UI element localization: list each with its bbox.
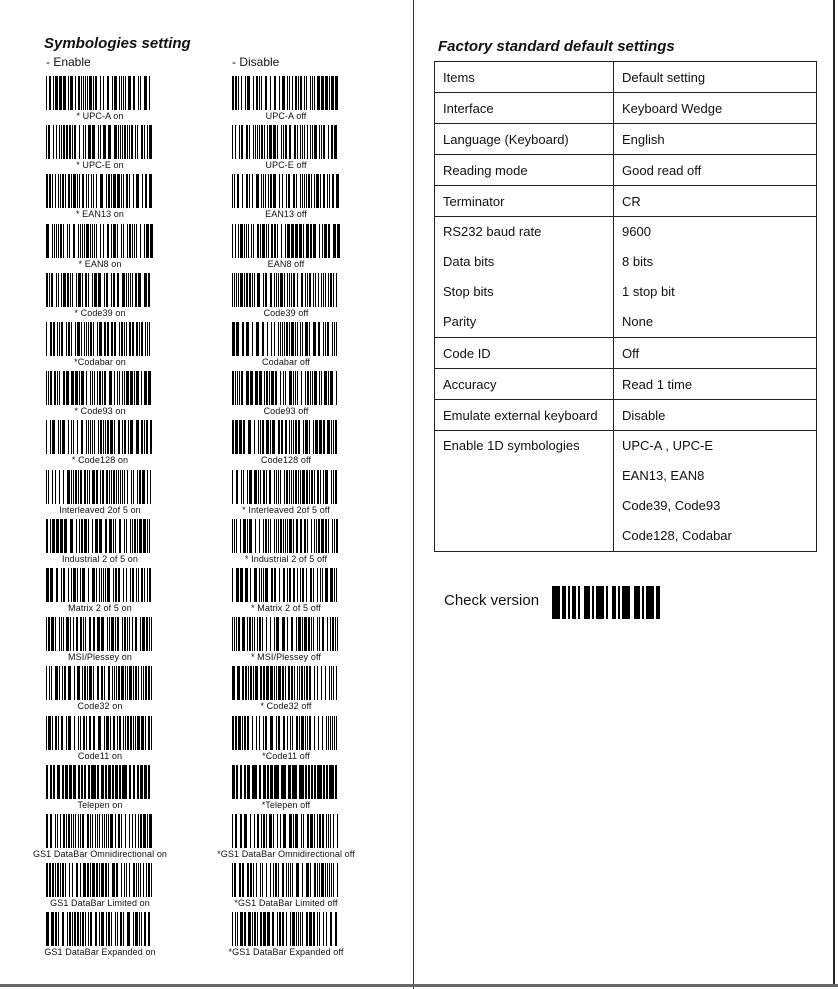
enable-barcode-item — [10, 371, 190, 417]
enable-barcode-item — [10, 568, 190, 614]
barcode-label: Codabar off — [262, 357, 310, 367]
rs232-value: None — [622, 314, 654, 329]
table-cell: Keyboard Wedge — [614, 93, 817, 124]
page-bottom-edge — [0, 984, 838, 987]
disable-barcode-item — [196, 420, 376, 466]
enable-barcode-item — [10, 666, 190, 712]
barcode-label: * UPC-E on — [76, 160, 124, 171]
rs232-value: 8 bits — [622, 254, 654, 269]
rs232-value: 9600 — [622, 224, 651, 239]
barcode-label: * Matrix 2 of 5 off — [251, 603, 321, 613]
disable-barcode-item — [196, 716, 376, 762]
table-cell: Good read off — [614, 155, 817, 186]
disable-barcode-item — [196, 322, 376, 368]
barcode-image — [46, 519, 154, 553]
barcode-label: * Code128 on — [71, 455, 129, 466]
barcode-label: GS1 DataBar Limited on — [50, 898, 150, 909]
symbology-value: EAN13, EAN8 — [622, 468, 705, 483]
barcode-label: Interleaved 2of 5 on — [59, 504, 141, 515]
rs232-item: Stop bits — [443, 284, 494, 299]
table-cell: Reading mode — [435, 155, 614, 186]
barcode-image — [46, 420, 154, 454]
barcode-image — [232, 371, 340, 405]
barcode-image — [46, 322, 154, 356]
barcode-image — [46, 174, 154, 208]
enable-column-header: - Enable — [46, 55, 91, 69]
barcode-image — [232, 568, 340, 602]
barcode-label: Code11 on — [77, 750, 123, 761]
table-row — [435, 369, 817, 400]
barcode-image — [232, 76, 340, 110]
barcode-image — [232, 174, 340, 208]
page-divider — [413, 0, 414, 989]
table-cell: Language (Keyboard) — [435, 124, 614, 155]
barcode-image — [46, 863, 154, 897]
barcode-image — [232, 125, 340, 159]
enable-barcode-item — [10, 322, 190, 368]
barcode-label: UPC-A off — [265, 111, 307, 121]
enable-barcode-item — [10, 863, 190, 909]
barcode-image — [232, 273, 340, 307]
disable-barcode-item — [196, 224, 376, 270]
barcode-label: GS1 DataBar Expanded on — [44, 947, 156, 958]
table-row — [435, 93, 817, 124]
table-cell: Items — [435, 62, 614, 93]
enable-barcode-item — [10, 273, 190, 319]
symbology-value: UPC-A , UPC-E — [622, 438, 714, 453]
table-cell — [614, 431, 817, 552]
disable-barcode-item — [196, 863, 376, 909]
table-cell — [614, 217, 817, 338]
disable-barcode-item — [196, 273, 376, 319]
table-cell: Default setting — [614, 62, 817, 93]
table-row — [435, 124, 817, 155]
enable-barcode-item — [10, 76, 190, 122]
barcode-label: * Code93 on — [74, 406, 126, 417]
table-cell: Accuracy — [435, 369, 614, 400]
barcode-label: MSI/Plessey on — [68, 652, 132, 663]
disable-barcode-item — [196, 371, 376, 417]
table-row — [435, 431, 817, 552]
enable-barcode-item — [10, 912, 190, 958]
barcode-image — [232, 420, 340, 454]
barcode-image — [46, 76, 154, 110]
table-row — [435, 186, 817, 217]
barcode-image — [232, 863, 340, 897]
barcode-image — [232, 716, 340, 750]
barcode-image — [232, 617, 340, 651]
barcode-label: EAN13 off — [265, 209, 307, 220]
barcode-label: *Codabar on — [74, 357, 126, 367]
enable-barcode-item — [10, 420, 190, 466]
disable-barcode-item — [196, 470, 376, 516]
barcode-label: * Code39 on — [74, 307, 126, 318]
disable-barcode-item — [196, 519, 376, 565]
barcode-label: Code93 off — [263, 406, 309, 417]
barcode-image — [232, 519, 340, 553]
enable-barcode-item — [10, 174, 190, 220]
check-version-label: Check version — [444, 592, 540, 609]
barcode-label: * MSI/Plessey off — [250, 652, 322, 663]
page-edge — [833, 0, 835, 985]
disable-barcode-item — [196, 76, 376, 122]
enable-barcode-item — [10, 814, 190, 860]
disable-barcode-item — [196, 814, 376, 860]
rs232-item: Parity — [443, 314, 477, 329]
barcode-label: Code39 off — [263, 307, 309, 318]
disable-column-header: - Disable — [232, 55, 280, 69]
symbology-value: Code39, Code93 — [622, 498, 721, 513]
barcode-image — [46, 716, 154, 750]
barcode-image — [232, 666, 340, 700]
table-row — [435, 62, 817, 93]
barcode-label: Industrial 2 of 5 on — [61, 553, 139, 564]
barcode-image — [46, 371, 154, 405]
symbologies-item: Enable 1D symbologies — [443, 438, 580, 453]
rs232-item: RS232 baud rate — [443, 224, 542, 239]
barcode-label: Code128 off — [261, 455, 311, 466]
barcode-image — [232, 814, 340, 848]
enable-barcode-item — [10, 125, 190, 171]
table-cell: Read 1 time — [614, 369, 817, 400]
table-cell — [435, 431, 614, 552]
barcode-label: * EAN8 on — [78, 258, 122, 269]
disable-barcode-item — [196, 765, 376, 811]
barcode-label: *Code11 off — [262, 750, 310, 761]
barcode-label: *GS1 DataBar Omnidirectional off — [217, 849, 355, 859]
barcode-label: *Telepen off — [261, 799, 311, 810]
barcode-label: * UPC-A on — [76, 111, 124, 121]
enable-barcode-item — [10, 470, 190, 516]
defaults-title: Factory standard default settings — [438, 38, 675, 55]
table-cell: CR — [614, 186, 817, 217]
table-cell: Off — [614, 338, 817, 369]
barcode-image — [46, 814, 154, 848]
table-cell: Emulate external keyboard — [435, 400, 614, 431]
barcode-label: *GS1 DataBar Limited off — [234, 898, 338, 909]
table-row — [435, 400, 817, 431]
rs232-value: 1 stop bit — [622, 284, 675, 299]
barcode-image — [46, 470, 154, 504]
barcode-image — [46, 666, 154, 700]
barcode-label: *GS1 DataBar Expanded off — [228, 947, 344, 958]
barcode-label: Telepen on — [77, 799, 123, 810]
rs232-item: Data bits — [443, 254, 495, 269]
enable-barcode-item — [10, 765, 190, 811]
table-row — [435, 155, 817, 186]
enable-barcode-item — [10, 224, 190, 270]
disable-barcode-item — [196, 568, 376, 614]
barcode-label: * Industrial 2 of 5 off — [244, 553, 328, 564]
symbology-value: Code128, Codabar — [622, 528, 732, 543]
barcode-label: EAN8 off — [267, 258, 305, 269]
table-cell: English — [614, 124, 817, 155]
barcode-image — [46, 617, 154, 651]
barcode-label: * Code32 off — [260, 701, 312, 712]
barcode-label: GS1 DataBar Omnidirectional on — [32, 849, 168, 859]
table-cell: Terminator — [435, 186, 614, 217]
barcode-image — [46, 765, 154, 799]
table-row — [435, 217, 817, 338]
barcode-label: Code32 on — [77, 701, 123, 712]
barcode-image — [46, 912, 154, 946]
barcode-image — [232, 224, 340, 258]
barcode-image — [46, 568, 154, 602]
defaults-table — [434, 61, 817, 552]
spacer — [443, 461, 605, 551]
barcode-image — [46, 224, 154, 258]
barcode-image — [46, 273, 154, 307]
enable-barcode-item — [10, 716, 190, 762]
barcode-image — [232, 470, 340, 504]
barcode-label: * Interleaved 2of 5 off — [242, 504, 330, 515]
disable-barcode-item — [196, 666, 376, 712]
table-row — [435, 338, 817, 369]
table-cell: Disable — [614, 400, 817, 431]
enable-barcode-item — [10, 519, 190, 565]
disable-barcode-item — [196, 125, 376, 171]
disable-barcode-item — [196, 174, 376, 220]
disable-barcode-item — [196, 617, 376, 663]
symbologies-title: Symbologies setting — [44, 35, 191, 52]
table-cell: Code ID — [435, 338, 614, 369]
barcode-image — [232, 322, 340, 356]
table-cell — [435, 217, 614, 338]
barcode-image — [232, 912, 340, 946]
barcode-label: Matrix 2 of 5 on — [68, 603, 132, 613]
barcode-image — [46, 125, 154, 159]
disable-barcode-item — [196, 912, 376, 958]
check-version-barcode — [552, 586, 664, 619]
enable-barcode-item — [10, 617, 190, 663]
barcode-image — [232, 765, 340, 799]
barcode-label: UPC-E off — [265, 160, 307, 171]
barcode-label: * EAN13 on — [75, 209, 125, 220]
table-cell: Interface — [435, 93, 614, 124]
